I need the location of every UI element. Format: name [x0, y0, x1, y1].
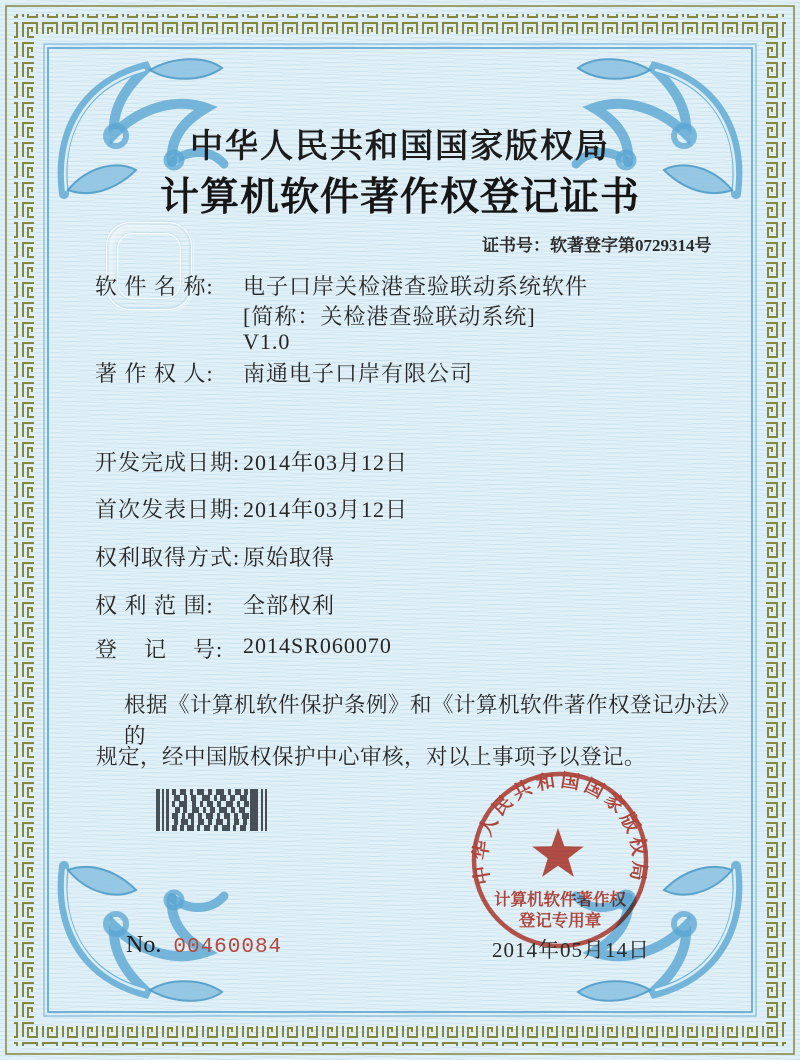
field-registration-number [95, 633, 392, 664]
serial-number [126, 932, 282, 959]
seal-center-line-2: 登记专用章 [518, 911, 602, 930]
certificate-number [482, 231, 712, 256]
certificate-title: 计算机软件著作权登记证书 [159, 176, 640, 219]
software-name-value: 电子口岸关检港查验联动系统软件 [243, 274, 589, 299]
software-short-name: [简称：关检港查验联动系统] [243, 304, 536, 329]
registration-number-label: 登 记 号: [95, 637, 224, 662]
field-first-publish-date [95, 493, 408, 524]
authority-title: 中华人民共和国国家版权局 [190, 129, 610, 165]
dev-complete-date-label: 开发完成日期: [95, 450, 241, 475]
copyright-owner-value: 南通电子口岸有限公司 [243, 361, 474, 386]
first-publish-date-label: 首次发表日期: [95, 497, 241, 522]
field-rights-scope [95, 589, 335, 620]
seal-ring-text: 中华人民共和国国家版权局 [470, 770, 650, 887]
certificate-number-label: 证书号： [482, 236, 550, 255]
svg-text:中华人民共和国国家版权局 [468, 769, 651, 886]
rights-scope-label: 权 利 范 围: [95, 593, 214, 618]
star-icon [532, 828, 583, 877]
software-version: V1.0 [243, 329, 291, 354]
rights-acquisition-value: 原始取得 [243, 545, 336, 570]
statement-line-1: 根据《计算机软件保护条例》和《计算机软件著作权登记办法》的 [124, 693, 741, 748]
serial-number-label: No. [126, 932, 162, 958]
software-name-label: 软 件 名 称: [95, 274, 214, 299]
first-publish-date-value: 2014年03月12日 [243, 497, 409, 522]
field-copyright-owner [95, 357, 473, 388]
statement-line-2: 规定，经中国版权保护中心审核，对以上事项予以登记。 [96, 745, 647, 769]
rights-acquisition-label: 权利取得方式: [95, 545, 241, 570]
serial-number-value: 00460084 [173, 936, 283, 959]
certificate-number-value: 软著登字第0729314号 [550, 236, 712, 255]
field-rights-acquisition [95, 541, 335, 572]
dev-complete-date-value: 2014年03月12日 [243, 450, 409, 475]
rights-scope-value: 全部权利 [243, 593, 336, 618]
copyright-owner-label: 著 作 权 人: [95, 361, 214, 386]
registration-number-value: 2014SR060070 [243, 633, 392, 658]
field-dev-complete-date [95, 446, 408, 477]
issue-date: 2014年05月14日 [492, 938, 650, 962]
field-software-name [95, 270, 588, 301]
seal-center-line-1: 计算机软件著作权 [494, 890, 626, 909]
barcode [156, 789, 270, 831]
